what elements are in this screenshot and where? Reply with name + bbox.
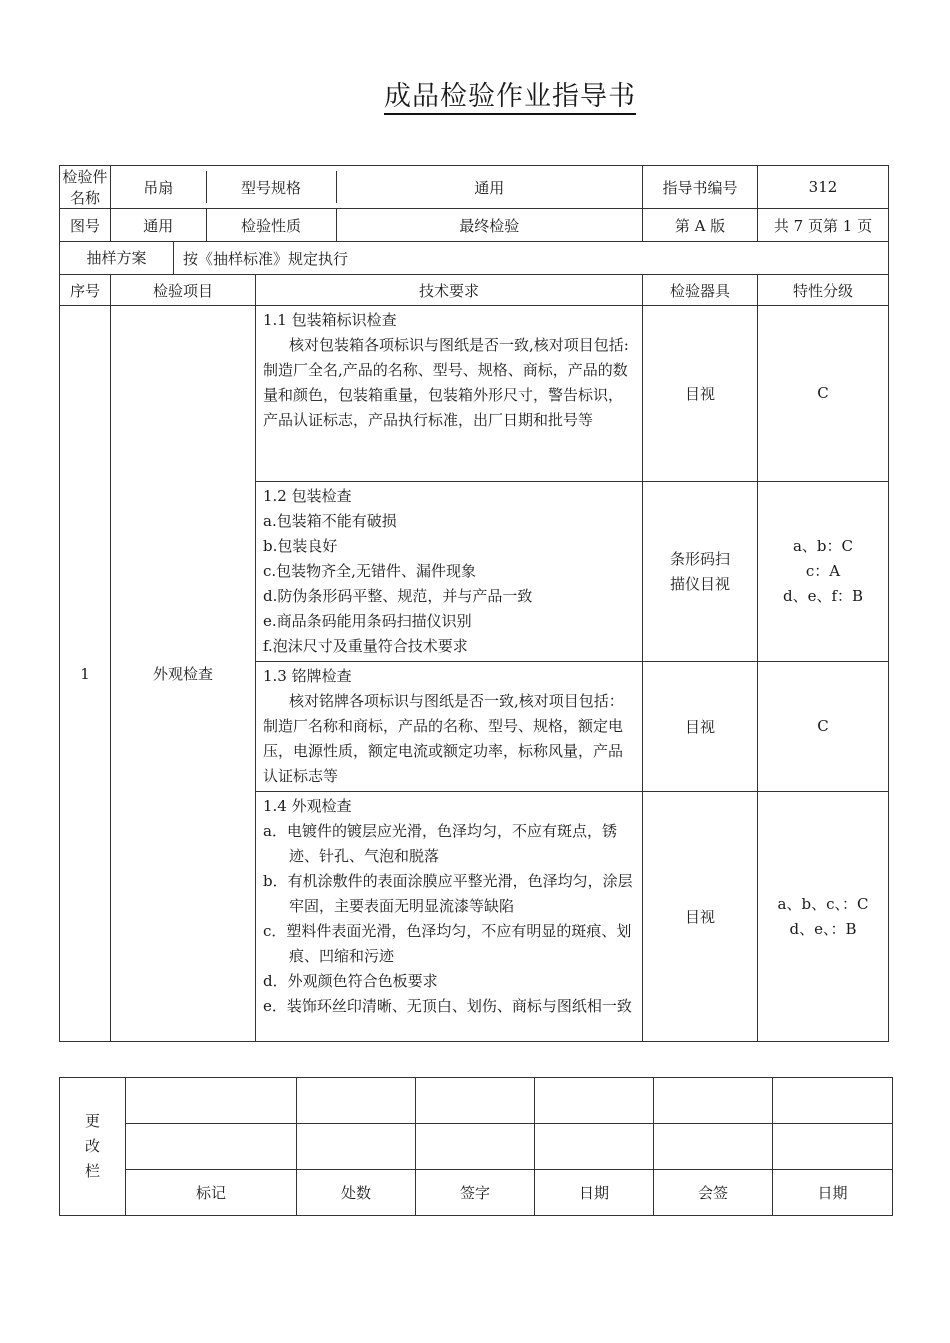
item-text: 核对铭牌各项标识与图纸是否一致,核对项目包括：制造厂名称和商标，产品的名称、型号、规格，额定电压，电源性质，额定电流或额定功率，标称风量，产品认证标志等 <box>263 692 624 785</box>
change-col-mark: 标记 <box>126 1170 297 1216</box>
item-line: b．有机涂敷件的表面涂膜应平整光滑，色泽均匀，涂层牢固，主要表面无明显流漆等缺陷 <box>263 872 633 915</box>
change-cell[interactable] <box>535 1124 654 1170</box>
col-item: 检验项目 <box>111 275 256 306</box>
version-value: 第 A 版 <box>643 209 758 242</box>
item-tool: 目视 <box>643 662 758 792</box>
item-grade: d、e、：B <box>789 919 857 938</box>
inspection-type-value: 最终检验 <box>459 216 520 235</box>
item-tool: 目视 <box>643 792 758 1042</box>
change-cell[interactable] <box>535 1078 654 1124</box>
change-col-count: 处数 <box>297 1170 416 1216</box>
sampling-value: 按《抽样标准》规定执行 <box>183 249 349 268</box>
item-line: b.包装良好 <box>263 537 338 555</box>
model-spec-label: 型号规格 <box>206 171 336 203</box>
item-grade-cell <box>758 792 889 1042</box>
item-line: a．电镀件的镀层应光滑，色泽均匀，不应有斑点，锈迹、针孔、气泡和脱落 <box>263 822 617 865</box>
group-number: 1 <box>60 306 111 1042</box>
change-cell[interactable] <box>416 1124 535 1170</box>
col-requirement: 技术要求 <box>256 275 643 306</box>
item-grade: c：A <box>805 562 841 580</box>
change-cell[interactable] <box>126 1078 297 1124</box>
change-cell[interactable] <box>416 1078 535 1124</box>
item-grade: C <box>758 306 889 482</box>
change-cell[interactable] <box>297 1078 416 1124</box>
part-name-label: 检验件名称 <box>60 166 111 209</box>
item-line: e.商品条码能用条码扫描仪识别 <box>263 612 472 630</box>
change-cell[interactable] <box>654 1078 773 1124</box>
col-tool: 检验器具 <box>643 275 758 306</box>
item-row-1-1 <box>60 306 889 482</box>
item-grade-cell <box>758 482 889 662</box>
item-line: f.泡沫尺寸及重量符合技术要求 <box>263 637 468 655</box>
change-cell[interactable] <box>773 1124 893 1170</box>
change-log-header-row <box>60 1170 893 1216</box>
group-name: 外观检查 <box>111 306 256 1042</box>
item-title: 1.4 外观检查 <box>263 797 352 815</box>
doc-number-label: 指导书编号 <box>643 166 758 209</box>
sampling-label: 抽样方案 <box>60 242 174 274</box>
item-grade: a、b、c、：C <box>777 894 869 913</box>
col-grade: 特性分级 <box>758 275 889 306</box>
header-row-1 <box>60 166 889 209</box>
page-count-value: 共 7 页第 1 页 <box>758 209 889 242</box>
item-line: a.包装箱不能有破损 <box>263 512 397 530</box>
item-line: d．外观颜色符合色板要求 <box>263 972 438 990</box>
change-cell[interactable] <box>297 1124 416 1170</box>
drawing-no-value: 通用 <box>111 209 206 241</box>
change-cell[interactable] <box>126 1124 297 1170</box>
item-grade: C <box>758 662 889 792</box>
col-seq: 序号 <box>60 275 111 306</box>
change-col-signature: 签字 <box>416 1170 535 1216</box>
document-title: 成品检验作业指导书 <box>0 74 950 113</box>
change-log-label: 更 改 栏 <box>60 1078 126 1216</box>
item-line: d.防伪条形码平整、规范，并与产品一致 <box>263 587 533 605</box>
change-col-countersign: 会签 <box>654 1170 773 1216</box>
doc-number-value: 312 <box>758 166 889 209</box>
item-title: 1.1 包装箱标识检查 <box>263 311 397 329</box>
column-header-row <box>60 275 889 306</box>
item-line: c.包装物齐全,无错件、漏件现象 <box>263 562 476 580</box>
drawing-no-label: 图号 <box>60 209 111 242</box>
item-text: 核对包装箱各项标识与图纸是否一致,核对项目包括:制造厂全名,产品的名称、型号、规格、商标，产品的数量和颜色，包装箱重量，包装箱外形尺寸，警告标识，产品认证标志，产品执行标准，出厂日期和批号等 <box>263 336 629 429</box>
item-tool: 条形码扫描仪目视 <box>643 482 758 662</box>
change-col-date-2: 日期 <box>773 1170 893 1216</box>
item-grade: a、b：C <box>792 537 854 555</box>
header-row-2 <box>60 209 889 242</box>
item-tool: 目视 <box>643 306 758 482</box>
part-name-value: 吊扇 <box>111 171 206 203</box>
inspection-table <box>59 165 889 1042</box>
item-title: 1.3 铭牌检查 <box>263 667 352 685</box>
item-line: c．塑料件表面光滑，色泽均匀，不应有明显的斑痕、划痕、凹缩和污迹 <box>263 922 632 965</box>
item-grade: d、e、f：B <box>782 587 864 605</box>
sampling-row <box>60 242 889 275</box>
change-log-table <box>59 1077 893 1216</box>
item-line: e．装饰环丝印清晰、无顶白、划伤、商标与图纸相一致 <box>263 997 632 1015</box>
inspection-type-label: 检验性质 <box>206 209 336 241</box>
model-spec-value: 通用 <box>474 178 505 197</box>
item-title: 1.2 包装检查 <box>263 487 352 505</box>
change-col-date: 日期 <box>535 1170 654 1216</box>
change-cell[interactable] <box>654 1124 773 1170</box>
change-cell[interactable] <box>773 1078 893 1124</box>
